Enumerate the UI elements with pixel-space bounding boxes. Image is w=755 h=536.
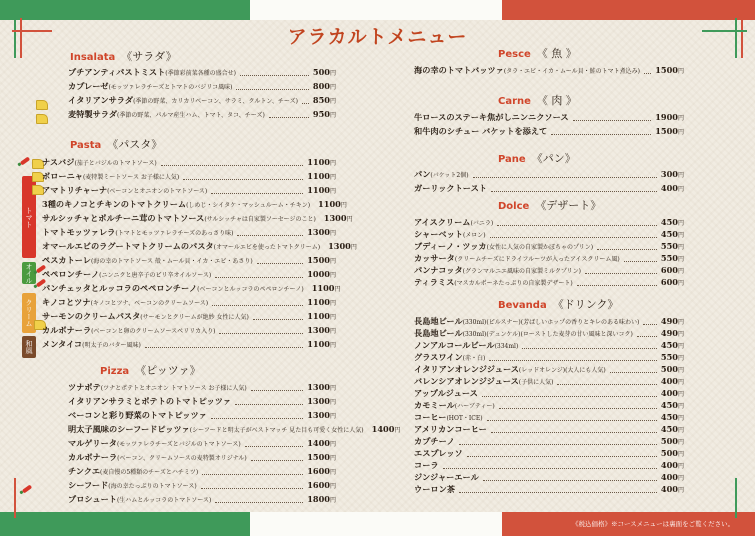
menu-item-price: 400円 <box>660 483 684 494</box>
menu-item-name: イタリアンオレンジジュース(レッドオレンジ)(大人にも人気) <box>414 363 606 374</box>
menu-item-name: ブディーノ・ツッカ(女性に人気の自家製かぼちゃのプリン) <box>414 240 594 251</box>
menu-item-price: 550円 <box>660 240 684 251</box>
menu-item-description: (330ml)(ピルスナー)(芳ばしいホップの香りとキレのある味わい) <box>462 318 640 326</box>
leader-dots <box>302 97 309 104</box>
menu-item-description: (メロン) <box>462 231 486 239</box>
menu-item-name: アマトリチャーナ(ベーコンとオニオンのトマトソース) <box>42 184 208 195</box>
menu-item <box>68 395 336 408</box>
menu-item <box>42 212 353 225</box>
section-heading-en: Pesce <box>498 49 531 60</box>
menu-item-price: 600円 <box>660 264 684 275</box>
menu-item-name: チンクエ(麦自慢の5種類のチーズとハチミツ) <box>68 465 199 476</box>
menu-item <box>42 156 336 169</box>
menu-item-description: (海の幸たっぷりのトマトソース) <box>108 482 197 490</box>
pasta-tag-tomato: トマト <box>22 176 36 258</box>
menu-item <box>42 170 336 183</box>
leader-dots <box>499 402 657 409</box>
menu-item-price: 1000円 <box>307 268 336 279</box>
menu-item-price: 1300円 <box>307 409 336 420</box>
section-heading-pane <box>498 150 576 166</box>
leader-dots <box>269 111 309 118</box>
leader-dots <box>443 462 657 469</box>
menu-item-description: (サーモンとクリームが絶妙 女性に人気) <box>140 313 249 321</box>
menu-item-name: パンナコッタ(グランマルニエ風味の自家製ミルクプリン) <box>414 264 581 275</box>
menu-item <box>68 80 336 93</box>
leader-dots <box>483 474 657 481</box>
menu-item-price: 1900円 <box>655 111 684 122</box>
footer-note: 《税込価格》※コースメニューは裏面をご覧ください。 <box>572 520 735 528</box>
menu-item-name: コーヒー(HOT・ICE) <box>414 411 483 422</box>
section-heading-dolce <box>498 197 601 213</box>
menu-item-name: オマールエビのラグートマトクリームのパスタ(オマールエビを使ったトマトクリーム) <box>42 240 321 251</box>
frame-line <box>14 478 16 518</box>
menu-item-description: (海の幸のトマトソース 殻・ムール貝・イカ・エビ・あさり) <box>90 257 253 265</box>
section-heading-pizza <box>100 362 201 378</box>
menu-item-price: 1300円 <box>307 395 336 406</box>
leader-dots <box>482 390 657 397</box>
leader-dots <box>610 366 657 373</box>
menu-item-price: 450円 <box>660 423 684 434</box>
menu-item-name: キノコとツナ(キノコとツナ、ベーコンのクリームソース) <box>42 296 209 307</box>
cheese-icon <box>36 100 48 110</box>
leader-dots <box>490 231 657 238</box>
menu-item-description: (トマトとモッツァレラチーズのあっさり味) <box>115 229 234 237</box>
pasta-tag-oil: オイル <box>22 262 36 284</box>
section-heading-en: Bevanda <box>498 300 547 311</box>
leader-dots <box>211 187 303 194</box>
section-heading-en: Pasta <box>70 140 102 151</box>
cheese-icon <box>36 114 48 124</box>
menu-item-name: 3種のキノコとチキンのトマトクリーム(しめじ・シイタケ・マッシュルーム・チキン) <box>42 198 311 209</box>
menu-item-name: バレンシアオレンジジュース(子供に人気) <box>414 375 554 386</box>
menu-item-price: 1300円 <box>328 240 357 251</box>
menu-item <box>68 479 336 492</box>
leader-dots <box>459 438 657 445</box>
menu-item <box>42 184 336 197</box>
menu-item-price: 450円 <box>660 411 684 422</box>
section-heading-insalata <box>70 48 177 64</box>
section-heading-en: Insalata <box>70 52 116 63</box>
menu-item-description: (ベーコン、クリームソースの麦特製オリジナル) <box>117 454 247 462</box>
menu-item-description: (キノコとツナ、ベーコンのクリームソース) <box>90 299 209 307</box>
menu-item-name: プロシュート(生ハムとルッコラのトマトソース) <box>68 493 212 504</box>
menu-item-description: (ツナとポテトとオニオン トマトソース お子様に人気) <box>100 384 247 392</box>
menu-item-price: 450円 <box>660 399 684 410</box>
leader-dots <box>489 354 657 361</box>
leader-dots <box>212 299 303 306</box>
menu-item-price: 1100円 <box>307 184 336 195</box>
menu-item-description: (麦特製ミートソース お子様に人気) <box>82 173 180 181</box>
menu-item-name: 麦特製サラダ(季節の野菜、パルマ産生ハム、トマト、タコ、チーズ) <box>68 108 265 119</box>
leader-dots <box>240 69 309 76</box>
menu-item-name: シャーベット(メロン) <box>414 228 486 239</box>
leader-dots <box>201 482 304 489</box>
menu-item <box>68 423 401 436</box>
menu-item-price: 1400円 <box>307 437 336 448</box>
flag-band-white-top <box>250 0 502 20</box>
leader-dots <box>251 384 303 391</box>
menu-item-price: 450円 <box>660 339 684 350</box>
menu-item-name: グラスワイン(赤・白) <box>414 351 486 362</box>
leader-dots <box>644 67 651 74</box>
leader-dots <box>643 318 657 325</box>
menu-item-name: 牛ロースのステーキ焦がしニンニクソース <box>414 111 569 122</box>
menu-item-name: ノンアルコールビール(334ml) <box>414 339 519 350</box>
menu-item <box>68 465 336 478</box>
menu-item-description: (茄子とバジルのトマトソース) <box>74 159 157 167</box>
menu-item-description: (バケット2個) <box>430 171 469 179</box>
leader-dots <box>219 327 303 334</box>
leader-dots <box>211 412 303 419</box>
menu-item-name: 和牛肉のシチュー バケットを添えて <box>414 125 548 136</box>
menu-item <box>414 125 684 138</box>
leader-dots <box>573 114 652 121</box>
menu-item-price: 1600円 <box>307 479 336 490</box>
menu-item-price: 800円 <box>312 80 336 91</box>
menu-item-description: (HOT・ICE) <box>446 414 483 422</box>
menu-item-name: ウーロン茶 <box>414 483 455 494</box>
leader-dots <box>237 229 303 236</box>
flag-band-green-bottom <box>0 512 250 536</box>
menu-item-price: 1100円 <box>307 310 336 321</box>
menu-item-price: 1500円 <box>307 254 336 265</box>
menu-item-description: (クリームチーズにドライフルーツが入ったアイスクリーム風) <box>454 255 620 263</box>
menu-item-name: カッサータ(クリームチーズにドライフルーツが入ったアイスクリーム風) <box>414 252 620 263</box>
menu-item-name: ボローニャ(麦特製ミートソース お子様に人気) <box>42 170 180 181</box>
menu-item-price: 400円 <box>660 375 684 386</box>
menu-item-price: 490円 <box>660 327 684 338</box>
leader-dots <box>467 450 657 457</box>
menu-item <box>68 108 336 121</box>
menu-item-name: 長島地ビール(330ml)(デュンケル)(ローストした麦芽の甘い風味と深いコク) <box>414 327 633 338</box>
section-heading-bevanda <box>498 296 618 312</box>
menu-item-description: (生ハムとルッコラのトマトソース) <box>116 496 212 504</box>
menu-item-description: (マスカルポーネたっぷりの自家製デザート) <box>454 279 573 287</box>
menu-item-name: カプレーゼ(モッツァレラチーズとトマトのバジリコ風味) <box>68 80 233 91</box>
menu-item-price: 500円 <box>660 435 684 446</box>
page-title: アラカルトメニュー <box>287 26 468 48</box>
menu-item-price: 1300円 <box>307 226 336 237</box>
leader-dots <box>245 440 304 447</box>
menu-item-name: ジンジャーエール <box>414 471 479 482</box>
menu-item <box>42 324 336 337</box>
menu-item-name: パン(バケット2個) <box>414 168 469 179</box>
menu-item-name: ツナポテ(ツナとポテトとオニオン トマトソース お子様に人気) <box>68 381 247 392</box>
menu-item <box>42 338 336 351</box>
menu-item-price: 1400円 <box>371 423 401 434</box>
menu-item-name: カプチーノ <box>414 435 455 446</box>
menu-item <box>68 493 336 506</box>
menu-item-price: 550円 <box>660 351 684 362</box>
menu-item-name: メンタイコ(明太子のバター風味) <box>42 338 141 349</box>
menu-item-price: 450円 <box>660 228 684 239</box>
leader-dots <box>183 173 303 180</box>
leader-dots <box>459 486 657 493</box>
menu-item-name: アメリカンコーヒー <box>414 423 487 434</box>
leader-dots <box>202 468 303 475</box>
menu-item <box>414 111 684 124</box>
section-heading-jp: 《パスタ》 <box>107 138 163 151</box>
menu-item <box>414 182 684 195</box>
menu-item <box>42 198 347 211</box>
section-heading-en: Pane <box>498 154 526 165</box>
menu-item-price: 450円 <box>660 216 684 227</box>
menu-item-name: ペペロンチーノ(ニンニクと唐辛子のピリ辛オイルソース) <box>42 268 212 279</box>
menu-item-name: カルボナーラ(ベーコン、クリームソースの麦特製オリジナル) <box>68 451 247 462</box>
menu-item-price: 1300円 <box>307 381 336 392</box>
leader-dots <box>491 426 657 433</box>
menu-item-description: (330ml)(デュンケル)(ローストした麦芽の甘い風味と深いコク) <box>462 330 633 338</box>
menu-item-price: 1500円 <box>655 64 684 75</box>
menu-item-name: ベーコンと彩り野菜のトマトピッツァ <box>68 409 207 420</box>
menu-item <box>42 310 336 323</box>
menu-item-price: 500円 <box>660 447 684 458</box>
menu-item-name: 明太子風味のシーフードピッツァ(シーフードと明太子がベストマッチ 見た目も可愛く女性に人気) <box>68 423 364 434</box>
menu-item-description: (子供に人気) <box>518 378 554 386</box>
menu-item-name: アップルジュース <box>414 387 478 398</box>
menu-item-description: (女性に人気の自家製かぼちゃのプリン) <box>486 243 594 251</box>
menu-item-description: (しめじ・シイタケ・マッシュルーム・チキン) <box>186 201 311 209</box>
section-heading-en: Dolce <box>498 201 530 212</box>
menu-item-price: 500円 <box>312 66 336 77</box>
menu-item <box>414 483 684 496</box>
menu-item-price: 1100円 <box>318 198 347 209</box>
menu-item-name: コーラ <box>414 459 439 470</box>
menu-item-name: シーフード(海の幸たっぷりのトマトソース) <box>68 479 197 490</box>
leader-dots <box>235 398 303 405</box>
section-heading-jp: 《 魚 》 <box>536 47 577 60</box>
menu-item-price: 1800円 <box>307 493 336 504</box>
menu-item-name: アイスクリーム(バニラ) <box>414 216 494 227</box>
section-heading-jp: 《 肉 》 <box>536 94 577 107</box>
leader-dots <box>637 330 657 337</box>
section-heading-pesce <box>498 45 577 61</box>
menu-item-description: (季節彩前菜各種の盛合せ) <box>165 69 236 77</box>
menu-item-name: 海の幸のトマトバッツァ(タラ・エビ・イカ・ムール貝・鮭のトマト煮込み) <box>414 64 640 75</box>
menu-item-name: サルシッチャとポルチーニ茸のトマトソース(サルシッチャは自家製ソーセージのこと) <box>42 212 316 223</box>
leader-dots <box>145 341 303 348</box>
leader-dots <box>491 185 657 192</box>
menu-item-price: 1100円 <box>307 156 336 167</box>
menu-item-name: マルゲリータ(モッツァレラチーズとバジルのトマトソース) <box>68 437 241 448</box>
section-heading-carne <box>498 92 577 108</box>
menu-item-description: (モッツァレラチーズとバジルのトマトソース) <box>116 440 241 448</box>
menu-item-price: 1100円 <box>311 282 341 293</box>
leader-dots <box>624 255 657 262</box>
menu-item-name: サーモンのクリームパスタ(サーモンとクリームが絶妙 女性に人気) <box>42 310 249 321</box>
menu-item-price: 1100円 <box>307 338 336 349</box>
menu-item-description: (ハーブティー) <box>454 402 495 410</box>
leader-dots <box>161 159 304 166</box>
section-heading-jp: 《サラダ》 <box>121 50 177 63</box>
menu-item-description: (ベーコンと卵のクリームソースペリリカ入り) <box>91 327 216 335</box>
flag-band-red-top <box>502 0 755 20</box>
menu-item-name: ガーリックトースト <box>414 182 487 193</box>
leader-dots <box>557 378 656 385</box>
menu-item-name: カモミール(ハーブティー) <box>414 399 495 410</box>
menu-item-description: (明太子のバター風味) <box>82 341 141 349</box>
menu-item-price: 1300円 <box>307 324 336 335</box>
menu-item-description: (グランマルニエ風味の自家製ミルクプリン) <box>462 267 581 275</box>
menu-item-price: 400円 <box>660 182 684 193</box>
menu-item-name: エスプレッソ <box>414 447 463 458</box>
section-heading-jp: 《パン》 <box>531 152 576 165</box>
menu-item-name: トマトモッツァレラ(トマトとモッツァレラチーズのあっさり味) <box>42 226 234 237</box>
menu-item-description: (ベーコンとルッコラのペペロンチーノ) <box>197 285 304 293</box>
menu-item-price: 600円 <box>660 276 684 287</box>
leader-dots <box>473 171 657 178</box>
pasta-tag-cream: クリーム <box>22 293 36 333</box>
menu-item-price: 400円 <box>660 471 684 482</box>
leader-dots <box>487 414 657 421</box>
pasta-tag-japanese: 和風 <box>22 336 36 358</box>
frame-line <box>735 478 737 518</box>
menu-item <box>68 66 336 79</box>
section-heading-jp: 《ピッツァ》 <box>135 364 201 377</box>
menu-item <box>42 296 336 309</box>
menu-item-description: (季節の野菜、パルマ産生ハム、トマト、タコ、チーズ) <box>117 111 265 119</box>
menu-item-price: 550円 <box>660 252 684 263</box>
menu-item <box>414 168 684 181</box>
leader-dots <box>551 128 651 135</box>
menu-item-name: プチアンティパストミスト(季節彩前菜各種の盛合せ) <box>68 66 236 77</box>
leader-dots <box>577 279 657 286</box>
leader-dots <box>215 496 303 503</box>
leader-dots <box>215 271 303 278</box>
menu-item-price: 850円 <box>312 94 336 105</box>
menu-item-description: (タラ・エビ・イカ・ムール貝・鮭のトマト煮込み) <box>503 67 640 75</box>
section-heading-en: Carne <box>498 96 531 107</box>
menu-item <box>68 94 336 107</box>
leader-dots <box>253 313 303 320</box>
menu-item-description: (334ml) <box>494 342 519 350</box>
menu-item <box>68 381 336 394</box>
menu-item <box>42 268 336 281</box>
menu-item-description: (赤・白) <box>462 354 486 362</box>
menu-item-price: 400円 <box>660 459 684 470</box>
flag-band-green-top <box>0 0 250 20</box>
menu-item-price: 1300円 <box>323 212 353 223</box>
menu-item-name: イタリアンサラダ(季節の野菜、カリカリベーコン、サラミ、クルトン、チーズ) <box>68 94 298 105</box>
menu-item-name: 長島地ビール(330ml)(ピルスナー)(芳ばしいホップの香りとキレのある味わい) <box>414 315 640 326</box>
menu-item-description: (ベーコンとオニオンのトマトソース) <box>107 187 208 195</box>
menu-item-description: (麦自慢の5種類のチーズとハチミツ) <box>100 468 199 476</box>
leader-dots <box>597 243 657 250</box>
menu-item-name: カルボナーラ(ベーコンと卵のクリームソースペリリカ入り) <box>42 324 216 335</box>
menu-item <box>68 409 336 422</box>
menu-item-name: イタリアンサラミとポテトのトマトピッツァ <box>68 395 232 406</box>
menu-item-price: 400円 <box>660 387 684 398</box>
leader-dots <box>257 257 304 264</box>
menu-item-price: 1100円 <box>307 170 336 181</box>
section-heading-jp: 《ドリンク》 <box>552 298 619 311</box>
menu-item <box>42 240 357 253</box>
menu-item-description: (季節の野菜、カリカリベーコン、サラミ、クルトン、チーズ) <box>133 97 298 105</box>
menu-item-description: (ニンニクと唐辛子のピリ辛オイルソース) <box>99 271 212 279</box>
leader-dots <box>497 219 657 226</box>
section-heading-en: Pizza <box>100 366 130 377</box>
section-heading-pasta <box>70 136 162 152</box>
menu-item-price: 500円 <box>660 363 684 374</box>
menu-item-name: ナスバジ(茄子とバジルのトマトソース) <box>42 156 157 167</box>
menu-item-price: 1600円 <box>307 465 336 476</box>
menu-item-description: (モッツァレラチーズとトマトのバジリコ風味) <box>108 83 233 91</box>
menu-item-price: 950円 <box>312 108 336 119</box>
menu-item-description: (オマールエビを使ったトマトクリーム) <box>213 243 321 251</box>
menu-item-name: ペスカトーレ(海の幸のトマトソース 殻・ムール貝・イカ・エビ・あさり) <box>42 254 253 265</box>
menu-item-description: (シーフードと明太子がベストマッチ 見た目も可愛く女性に人気) <box>189 426 364 434</box>
leader-dots <box>236 83 308 90</box>
menu-item <box>42 254 336 267</box>
menu-item-price: 1500円 <box>307 451 336 462</box>
menu-item-name: ティラミス(マスカルポーネたっぷりの自家製デザート) <box>414 276 573 287</box>
menu-item-price: 1100円 <box>307 296 336 307</box>
menu-item <box>68 451 336 464</box>
menu-item-price: 1500円 <box>655 125 684 136</box>
menu-item <box>414 64 684 77</box>
menu-item-name: パンチェッタとルッコラのペペロンチーノ(ベーコンとルッコラのペペロンチーノ) <box>42 282 304 293</box>
menu-item <box>68 437 336 450</box>
leader-dots <box>251 454 303 461</box>
menu-item-price: 490円 <box>660 315 684 326</box>
leader-dots <box>522 342 657 349</box>
flag-band-white-bottom <box>250 512 502 536</box>
menu-item <box>414 276 684 289</box>
leader-dots <box>585 267 657 274</box>
menu-item-price: 300円 <box>660 168 684 179</box>
section-heading-jp: 《デザート》 <box>535 199 602 212</box>
menu-item-description: (レッドオレンジ)(大人にも人気) <box>518 366 606 374</box>
menu-item-description: (バニラ) <box>470 219 494 227</box>
menu-item <box>42 282 341 295</box>
menu-item <box>42 226 336 239</box>
menu-item-description: (サルシッチャは自家製ソーセージのこと) <box>204 215 316 223</box>
